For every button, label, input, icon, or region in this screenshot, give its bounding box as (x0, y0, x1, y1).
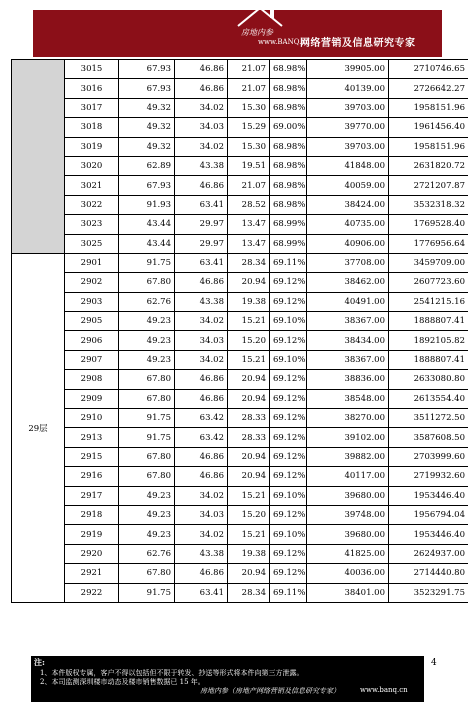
table-cell: 68.99% (270, 215, 307, 234)
table-cell: 67.80 (119, 273, 175, 292)
table-cell: 69.12% (270, 564, 307, 583)
table-cell: 69.00% (270, 118, 307, 137)
table-cell: 19.51 (228, 156, 270, 175)
table-cell: 41825.00 (307, 544, 389, 563)
table-cell: 21.07 (228, 176, 270, 195)
table-cell: 67.80 (119, 564, 175, 583)
table-cell: 39102.00 (307, 428, 389, 447)
table-cell: 40059.00 (307, 176, 389, 195)
brand-url: www.BANQ.cn (258, 38, 310, 46)
table-cell: 2719932.60 (389, 467, 468, 486)
table-cell: 69.12% (270, 370, 307, 389)
table-cell: 2726642.27 (389, 79, 468, 98)
table-cell: 40491.00 (307, 292, 389, 311)
table-cell: 21.07 (228, 79, 270, 98)
table-cell: 20.94 (228, 467, 270, 486)
table-cell: 34.02 (175, 137, 228, 156)
notes-heading: 注: (34, 657, 45, 667)
table-cell: 3016 (65, 79, 119, 98)
table-cell: 28.52 (228, 195, 270, 214)
table-cell: 2913 (65, 428, 119, 447)
table-row (12, 409, 468, 428)
table-cell: 38434.00 (307, 331, 389, 350)
table-cell: 1888807.41 (389, 312, 468, 331)
table-cell: 68.98% (270, 79, 307, 98)
table-cell: 69.11% (270, 583, 307, 602)
table-cell: 2714440.80 (389, 564, 468, 583)
table-cell: 13.47 (228, 215, 270, 234)
table-cell: 46.86 (175, 370, 228, 389)
table-cell: 15.29 (228, 118, 270, 137)
table-cell: 68.98% (270, 137, 307, 156)
table-row (12, 137, 468, 156)
table-cell: 63.41 (175, 253, 228, 272)
table-cell: 38401.00 (307, 583, 389, 602)
table-cell: 69.12% (270, 428, 307, 447)
table-cell: 34.03 (175, 331, 228, 350)
table-cell: 34.02 (175, 312, 228, 331)
table-cell: 28.34 (228, 583, 270, 602)
table-cell: 1888807.41 (389, 350, 468, 369)
table-cell: 34.03 (175, 505, 228, 524)
table-cell: 2721207.87 (389, 176, 468, 195)
table-cell: 15.21 (228, 350, 270, 369)
table-cell: 68.98% (270, 60, 307, 79)
table-cell: 34.03 (175, 118, 228, 137)
table-cell: 67.80 (119, 447, 175, 466)
table-cell: 2633080.80 (389, 370, 468, 389)
table-cell: 39905.00 (307, 60, 389, 79)
table-cell: 34.02 (175, 98, 228, 117)
table-cell: 2631820.72 (389, 156, 468, 175)
table-cell: 38367.00 (307, 312, 389, 331)
table-cell: 43.38 (175, 544, 228, 563)
table-cell: 29.97 (175, 234, 228, 253)
table-cell: 15.30 (228, 137, 270, 156)
table-cell: 1769528.40 (389, 215, 468, 234)
table-cell: 69.12% (270, 331, 307, 350)
table-row (12, 273, 468, 292)
table-cell: 67.93 (119, 79, 175, 98)
table-cell: 49.32 (119, 118, 175, 137)
table-row (12, 79, 468, 98)
table-cell: 69.12% (270, 292, 307, 311)
table-cell: 49.23 (119, 486, 175, 505)
table-cell: 67.80 (119, 389, 175, 408)
table-cell: 1958151.96 (389, 98, 468, 117)
table-cell: 3025 (65, 234, 119, 253)
table-cell: 1776956.64 (389, 234, 468, 253)
table-cell: 67.93 (119, 176, 175, 195)
table-cell: 68.98% (270, 156, 307, 175)
table-cell: 46.86 (175, 467, 228, 486)
table-cell: 39703.00 (307, 137, 389, 156)
table-cell: 20.94 (228, 370, 270, 389)
table-cell: 2907 (65, 350, 119, 369)
table-cell: 3021 (65, 176, 119, 195)
table-cell: 62.89 (119, 156, 175, 175)
table-cell: 91.75 (119, 428, 175, 447)
table-cell: 43.38 (175, 292, 228, 311)
table-cell: 28.34 (228, 253, 270, 272)
table-row (12, 564, 468, 583)
table-cell: 43.38 (175, 156, 228, 175)
table-cell: 49.23 (119, 525, 175, 544)
table-cell: 15.21 (228, 525, 270, 544)
table-cell: 3017 (65, 98, 119, 117)
table-cell: 15.21 (228, 312, 270, 331)
table-cell: 1956794.04 (389, 505, 468, 524)
table-cell: 3015 (65, 60, 119, 79)
table-row (12, 331, 468, 350)
table-cell: 41848.00 (307, 156, 389, 175)
table-cell: 46.86 (175, 447, 228, 466)
banner-title: 网络营销及信息研究专家 (300, 38, 416, 49)
table-cell: 3018 (65, 118, 119, 137)
table-cell: 46.86 (175, 273, 228, 292)
table-row (12, 350, 468, 369)
table-cell: 46.86 (175, 564, 228, 583)
table-cell: 68.98% (270, 195, 307, 214)
table-row (12, 60, 468, 79)
table-row (12, 118, 468, 137)
table-cell: 3523291.75 (389, 583, 468, 602)
note-line-1: 1、本件版权专属，客户不得以包括但不限于转发、抄送等形式将本件向第三方泄露。 (40, 669, 304, 677)
table-cell: 2903 (65, 292, 119, 311)
table-cell: 2919 (65, 525, 119, 544)
table-row (12, 98, 468, 117)
table-cell: 3023 (65, 215, 119, 234)
table-cell: 38462.00 (307, 273, 389, 292)
table-cell: 38367.00 (307, 350, 389, 369)
table-cell: 3532318.32 (389, 195, 468, 214)
table-cell: 15.20 (228, 331, 270, 350)
table-cell: 49.23 (119, 331, 175, 350)
table-cell: 38836.00 (307, 370, 389, 389)
table-row (12, 370, 468, 389)
table-cell: 40735.00 (307, 215, 389, 234)
table-cell: 37708.00 (307, 253, 389, 272)
table-cell: 67.80 (119, 467, 175, 486)
footer-url: www.banq.cn (360, 686, 408, 694)
table-cell: 69.10% (270, 350, 307, 369)
floor-30-label-cell (12, 60, 65, 254)
table-cell: 40117.00 (307, 467, 389, 486)
table-cell: 49.23 (119, 312, 175, 331)
table-cell: 68.98% (270, 98, 307, 117)
table-cell: 49.32 (119, 137, 175, 156)
table-cell: 2917 (65, 486, 119, 505)
table-cell: 39748.00 (307, 505, 389, 524)
table-row (12, 583, 468, 602)
footer-tagline: 房地内参（房地产网络营销及信息研究专家） (200, 687, 340, 695)
table-cell: 2902 (65, 273, 119, 292)
table-row (12, 195, 468, 214)
table-cell: 40139.00 (307, 79, 389, 98)
table-cell: 15.20 (228, 505, 270, 524)
table-cell: 28.33 (228, 428, 270, 447)
table-cell: 69.12% (270, 389, 307, 408)
table-cell: 69.12% (270, 505, 307, 524)
table-cell: 2906 (65, 331, 119, 350)
table-cell: 3020 (65, 156, 119, 175)
table-cell: 2922 (65, 583, 119, 602)
table-cell: 46.86 (175, 389, 228, 408)
table-cell: 39703.00 (307, 98, 389, 117)
floor-29-label: 29层 (12, 253, 65, 602)
table-cell: 2607723.60 (389, 273, 468, 292)
table-cell: 29.97 (175, 215, 228, 234)
table-cell: 62.76 (119, 544, 175, 563)
table-row (12, 215, 468, 234)
table-cell: 69.12% (270, 467, 307, 486)
table-cell: 39680.00 (307, 525, 389, 544)
table-cell: 2921 (65, 564, 119, 583)
table-cell: 2910 (65, 409, 119, 428)
table-cell: 63.41 (175, 195, 228, 214)
table-cell: 46.86 (175, 79, 228, 98)
table-cell: 2613554.40 (389, 389, 468, 408)
table-cell: 39770.00 (307, 118, 389, 137)
table-cell: 39680.00 (307, 486, 389, 505)
brand-name: 房地内参 (241, 28, 273, 37)
table-cell: 1958151.96 (389, 137, 468, 156)
table-cell: 15.30 (228, 98, 270, 117)
table-cell: 19.38 (228, 292, 270, 311)
table-row (12, 544, 468, 563)
table-cell: 34.02 (175, 350, 228, 369)
table-cell: 2905 (65, 312, 119, 331)
table-row (12, 486, 468, 505)
table-cell: 2909 (65, 389, 119, 408)
table-row (12, 447, 468, 466)
table-row (12, 389, 468, 408)
table-cell: 67.93 (119, 60, 175, 79)
table-cell: 91.75 (119, 409, 175, 428)
table-cell: 2920 (65, 544, 119, 563)
table-cell: 69.12% (270, 447, 307, 466)
table-cell: 68.99% (270, 234, 307, 253)
table-cell: 2918 (65, 505, 119, 524)
table-cell: 1892105.82 (389, 331, 468, 350)
table-cell: 20.94 (228, 564, 270, 583)
table-cell: 69.12% (270, 409, 307, 428)
table-cell: 69.10% (270, 486, 307, 505)
table-cell: 39882.00 (307, 447, 389, 466)
table-cell: 69.12% (270, 273, 307, 292)
table-row (12, 428, 468, 447)
table-cell: 2703999.60 (389, 447, 468, 466)
table-cell: 20.94 (228, 273, 270, 292)
table-cell: 15.21 (228, 486, 270, 505)
table-row (12, 156, 468, 175)
table-cell: 91.75 (119, 583, 175, 602)
note-line-2: 2、本司监测深圳楼市动态及楼市销售数据已 15 年。 (40, 678, 205, 686)
table-cell: 21.07 (228, 60, 270, 79)
table-cell: 69.10% (270, 525, 307, 544)
table-cell: 34.02 (175, 525, 228, 544)
table-row (12, 312, 468, 331)
table-cell: 49.23 (119, 505, 175, 524)
table-row (12, 292, 468, 311)
table-cell: 13.47 (228, 234, 270, 253)
table-cell: 69.12% (270, 544, 307, 563)
table-cell: 69.11% (270, 253, 307, 272)
table-cell: 68.98% (270, 176, 307, 195)
table-cell: 38548.00 (307, 389, 389, 408)
table-cell: 3511272.50 (389, 409, 468, 428)
table-cell: 63.42 (175, 428, 228, 447)
table-cell: 40906.00 (307, 234, 389, 253)
table-cell: 20.94 (228, 389, 270, 408)
table-cell: 43.44 (119, 215, 175, 234)
table-cell: 69.10% (270, 312, 307, 331)
table-cell: 91.75 (119, 253, 175, 272)
table-cell: 46.86 (175, 60, 228, 79)
table-cell: 1953446.40 (389, 486, 468, 505)
table-cell: 34.02 (175, 486, 228, 505)
table-cell: 2908 (65, 370, 119, 389)
table-cell: 3459709.00 (389, 253, 468, 272)
table-cell: 20.94 (228, 447, 270, 466)
table-cell: 2710746.65 (389, 60, 468, 79)
table-cell: 43.44 (119, 234, 175, 253)
table-cell: 40036.00 (307, 564, 389, 583)
table-cell: 49.32 (119, 98, 175, 117)
price-table (11, 59, 468, 603)
table-row (12, 525, 468, 544)
table-cell: 46.86 (175, 176, 228, 195)
table-cell: 28.33 (228, 409, 270, 428)
table-cell: 63.42 (175, 409, 228, 428)
table-cell: 38270.00 (307, 409, 389, 428)
table-cell: 2624937.00 (389, 544, 468, 563)
table-cell: 3022 (65, 195, 119, 214)
table-cell: 1953446.40 (389, 525, 468, 544)
table-cell: 19.38 (228, 544, 270, 563)
table-row (12, 176, 468, 195)
table-cell: 38424.00 (307, 195, 389, 214)
table-cell: 62.76 (119, 292, 175, 311)
table-row (12, 234, 468, 253)
table-cell: 49.23 (119, 350, 175, 369)
table-cell: 67.80 (119, 370, 175, 389)
table-cell: 3587608.50 (389, 428, 468, 447)
table-cell: 2916 (65, 467, 119, 486)
table-row (12, 467, 468, 486)
table-cell: 2915 (65, 447, 119, 466)
page-number: 4 (431, 658, 437, 668)
table-cell: 1961456.40 (389, 118, 468, 137)
table-row (12, 253, 468, 272)
table-cell: 3019 (65, 137, 119, 156)
table-cell: 63.41 (175, 583, 228, 602)
table-row (12, 505, 468, 524)
table-cell: 91.93 (119, 195, 175, 214)
table-cell: 2541215.16 (389, 292, 468, 311)
table-cell: 2901 (65, 253, 119, 272)
